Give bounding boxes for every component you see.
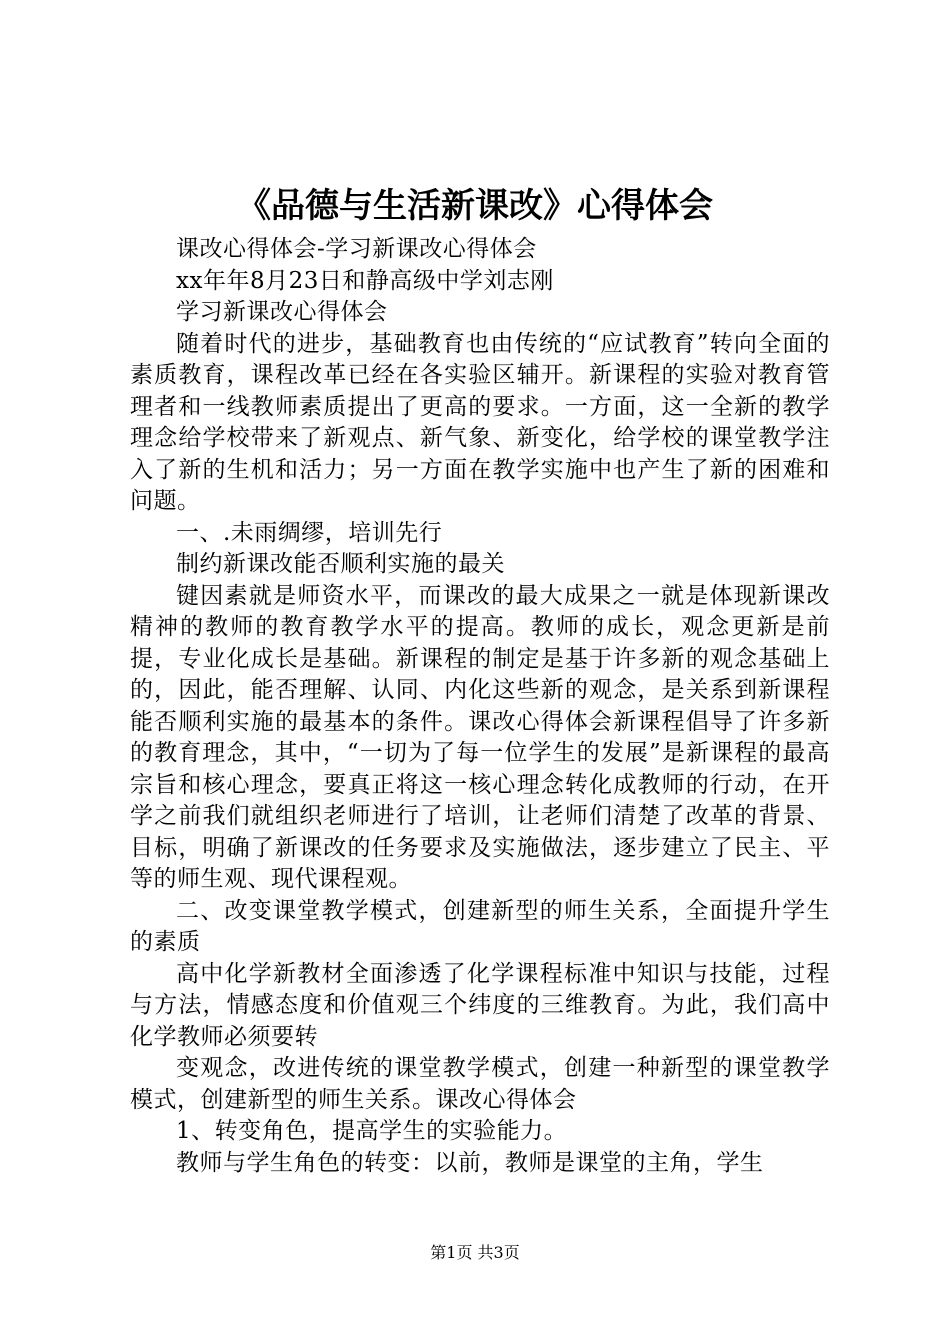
document-title: 《品德与生活新课改》心得体会 [237, 186, 713, 226]
paragraph: 二、改变课堂教学模式，创建新型的师生关系，全面提升学生的素质 [130, 897, 830, 955]
paragraph: 随着时代的进步，基础教育也由传统的“应试教育”转向全面的素质教育，课程改革已经在各实验区辅开。新课程的实验对教育管理者和一线教师素质提出了更高的要求。一方面，这一全新的教学理念给学校带来了新观点、新气象、新变化，给学校的课堂教学注入了新的生机和活力；另一方面在教学实施中也产生了新的困难和问题。 [130, 330, 830, 514]
paragraph: 键因素就是师资水平，而课改的最大成果之一就是体现新课改精神的教师的教育教学水平的提高。教师的成长，观念更新是前提，专业化成长是基础。新课程的制定是基于许多新的观念基础上的，因此，能否理解、认同、内化这些新的观念，是关系到新课程能否顺利实施的最基本的条件。课改心得体会新课程倡导了许多新的教育理念，其中，“一切为了每一位学生的发展”是新课程的最高宗旨和核心理念，要真正将这一核心理念转化成教师的行动，在开学之前我们就组织老师进行了培训，让老师们清楚了改革的背景、目标，明确了新课改的任务要求及实施做法，逐步建立了民主、平等的师生观、现代课程观。 [130, 582, 830, 892]
paragraph: 教师与学生角色的转变：以前，教师是课堂的主角，学生 [176, 1149, 764, 1176]
paragraph: 课改心得体会-学习新课改心得体会 [176, 236, 537, 262]
paragraph: 制约新课改能否顺利实施的最关 [176, 551, 505, 577]
paragraph: 1、转变角色，提高学生的实验能力。 [176, 1118, 568, 1144]
page-number-footer: 第1页 共3页 [430, 1243, 520, 1262]
paragraph: 学习新课改心得体会 [176, 299, 388, 325]
paragraph: 变观念，改进传统的课堂教学模式，创建一种新型的课堂教学模式，创建新型的师生关系。课改心得体会 [130, 1055, 830, 1113]
paragraph: xx年年8月23日和静高级中学刘志刚 [176, 267, 554, 294]
paragraph: 高中化学新教材全面渗透了化学课程标准中知识与技能，过程与方法，情感态度和价值观三个纬度的三维教育。为此，我们高中化学教师必须要转 [130, 960, 830, 1050]
document-body [130, 234, 830, 1179]
paragraph: 一、.未雨绸缪，培训先行 [176, 519, 443, 546]
